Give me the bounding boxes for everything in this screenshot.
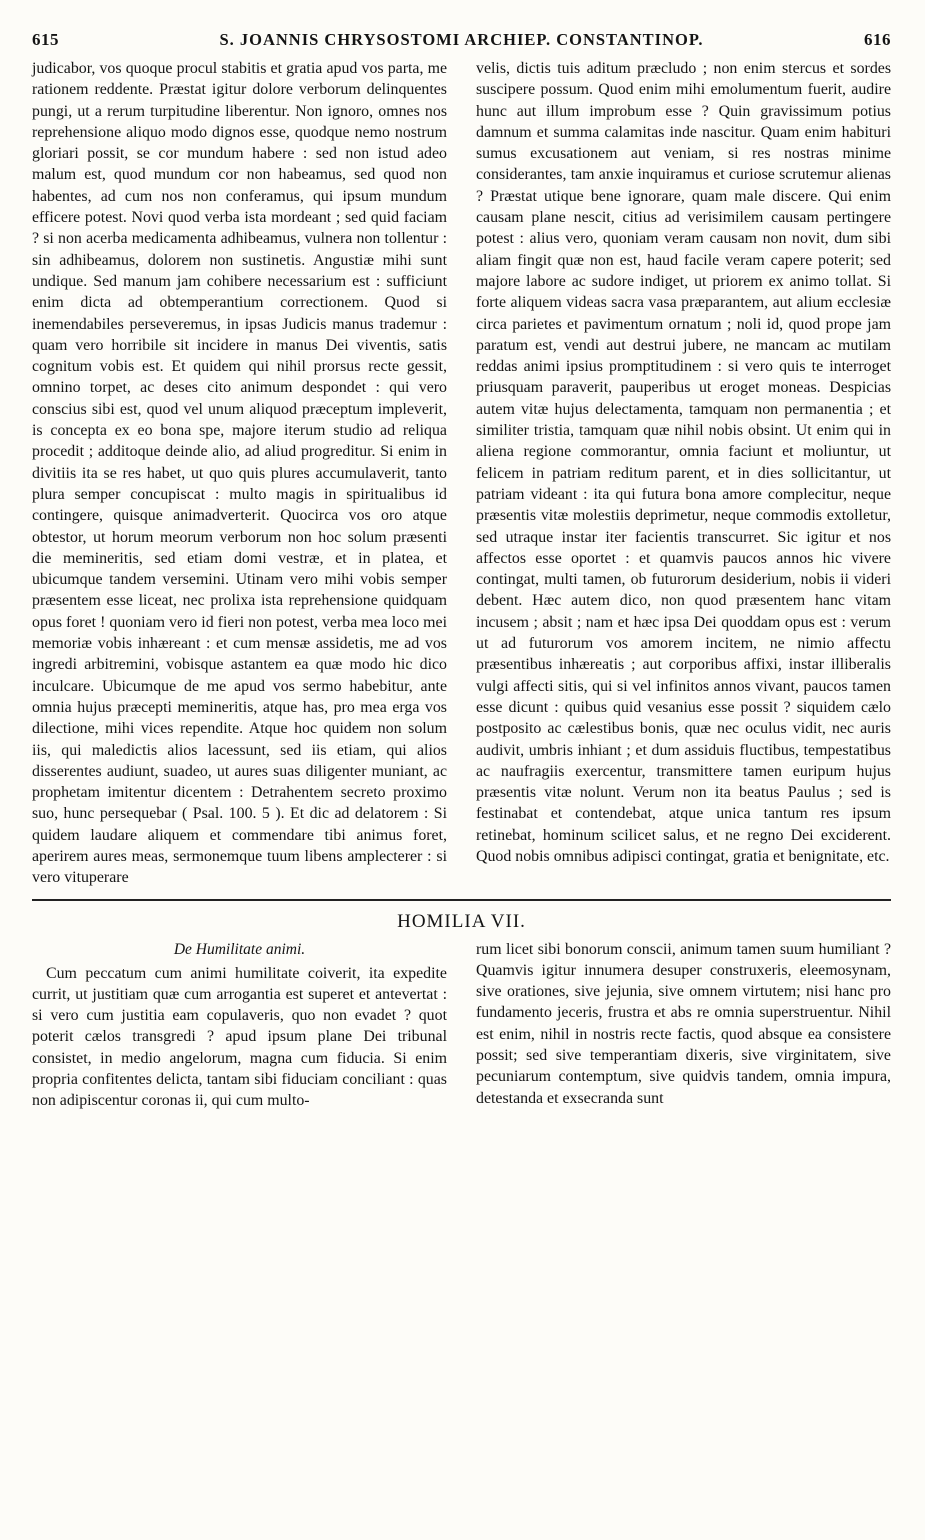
- top-right-column: [476, 58, 891, 889]
- homily-title: HOMILIA VII.: [397, 910, 526, 932]
- running-title: S. JOANNIS CHRYSOSTOMI ARCHIEP. CONSTANTINOP.: [219, 30, 704, 49]
- top-left-column: [32, 58, 447, 889]
- top-right-text: velis, dictis tuis aditum præcludo ; non enim stercus et sordes suscipere possum. Quod enim mihi emolumentum fuerit, audire hunc aut illum improbum esse ? Quin gravissimum potius damnum et summa calamitas inde nascitur. Quam enim habituri sumus excusationem aut veniam, si res nostras minime considerantes, tam anxie inquiramus et curiose scrutemur alienas ? Præstat utique bene ignorare, quam male discere. Qui enim causam plane nescit, citius ad verisimilem causam pertingere potest : alius vero, quoniam veram causam non novit, dum sibi aliam fingit quæ non est, haud facile veram capere poterit; sed majore labore ac sudore indiget, ut priorem ex animo tollat. Si forte aliquem videas sacra vasa præparantem, aut alium ecclesiæ circa parietes et pavimentum ornatum ; noli id, quod prope jam paratum est, vendi aut destrui jubere, ne mancam ac mutilam reddas animi ipsius promptitudinem : si vero quis te interroget priusquam paraverit, pauperibus ut eroget moneas. Despicias autem vitæ hujus delectamenta, tamquam non permanentia ; et similiter tristia, tamquam quæ nihil nobis obsint. Ut enim qui in aliena regione commorantur, omnia faciunt et moliuntur, ut felicem in patriam reditum parent, et in dies sollicitantur, ut patriam videant : ita qui futura bona amore complecitur, neque præsentis vitæ molestiis deprimetur, neque commodis extolletur, sed utraque instar iter facientis transcurret. Sic igitur et nos affectos esse oportet : et quamvis paucos annos hic vivere contingat, multi tamen, ob futurorum desiderium, nobis ii videri debent. Hæc autem dico, non quod præsentem hanc vitam incusem ; absit ; nam et hæc ipsa Dei quoddam opus est : verum ut ad futurorum vos amorem incitem, ne nimio affectu præsentibus inhæreatis ; aut corporibus affixi, instar illiberalis vulgi affecti sitis, qui si vel infinitos annos vivant, paucos tamen esse dicunt : quibus quid vesanius esse possit ? siquidem cælo postposito ac cælestibus bonis, quæ nec oculus vidit, nec auris audivit, umbris inhiant ; et dum assiduis fluctibus, tempestatibus ac naufragiis exercentur, transmittere tamen euripum hujus præsentis vitæ nolunt. Verum non ita beatus Paulus ; sed is festinabat et contendebat, atque unica tantum res ipsum retinebat, hominum scilicet salus, et ne regno Dei exciderent. Quod nobis omnibus adipisci contingat, gratia et benignitate, etc.: [476, 60, 891, 865]
- homily-right-column: [476, 939, 891, 1112]
- section-divider: [32, 899, 891, 901]
- homily-right-text: rum licet sibi bonorum conscii, animum tamen suum humiliant ? Quamvis igitur innumera desuper construxeris, eleemosynam, sive orationes, sive jejunia, sive omnem virtutem; nisi hanc pro fundamento jeceris, frustra et abs re omnia superstruentur. Nihil est enim, nihil in nostris recte factis, quod absque ea consistere possit; sed sive temperantiam dixeris, sive virginitatem, sive pecuniarum contemptum, sive quidvis tandem, omnia impura, detestanda et exsecranda sunt: [476, 940, 891, 1107]
- left-page-number: 615: [32, 30, 59, 49]
- top-columns: [32, 58, 891, 889]
- right-page-number: 616: [863, 30, 891, 49]
- homily-left-text: Cum peccatum cum animi humilitate coiverit, ita expedite currit, ut justitiam quæ cum arrogantia est superet et antevertat : si vero cum justitia eam copulaveris, quo non evadet ? quot poterit cælos transgredi ? apud ipsum plane Dei tribunal consistet, in medio angelorum, magna cum fiducia. Si enim propria confitentes delicta, tantam sibi fiduciam conciliant : quas non adipiscentur coronas ii, qui cum multo-: [32, 964, 447, 1110]
- homily-subtitle: De Humilitate animi.: [173, 940, 306, 958]
- homily-columns: [32, 939, 891, 1112]
- running-header: [32, 30, 891, 58]
- top-left-text: judicabor, vos quoque procul stabitis et gratia apud vos parta, me rationem reddente. Præstat igitur dolore verborum delinquentes pungi, ut a rerum turpitudine liberentur. Non ignoro, omnes nos reprehensione aliquo modo dignos esse, quodque nemo nostrum gloriari possit, se cor mundum habere : sed non istud adeo malum est, quod mundum cor non habeamus, sed quod non habentes, ad cum nos non conferamus, qui ipsum mundum efficere potest. Novi quod verba ista mordeant ; sed quid faciam ? si non acerba medicamenta adhibeamus, vulnera non tollentur : sin adhibeamus, dolorem non sustinetis. Angustiæ mihi sunt undique. Sed manum jam cohibere necessarium est : sufficiunt enim dicta ad obtemperantium correctionem. Quod si inemendabiles perseveremus, in ipsas Judicis manus trademur : quam vero horribile sit incidere in manus Dei viventis, satis cognitum vobis est. Et quidem qui nihil prorsus recte gessit, omnino torpet, ac deses cito animum despondet : qui vero conscius sibi est, quod vel unum aliquod præceptum impleverit, is concepta ex eo bona spe, majore iterum studio ad reliqua procedit ; additoque deinde alio, ad aliud progreditur. Si enim in divitiis ita se res habet, ut quo quis plures accumulaverit, tanto plura semper concupiscat : multo magis in spiritualibus id contingere, quisque animadverterit. Quocirca vos oro atque obtestor, ut horum meorum verborum non hoc solum præsenti die memineritis, sed etiam domi vestræ, et in platea, et ubicumque tandem versemini. Utinam vero mihi vobis semper præsentem esse liceat, nec prolixa ista reprehensione quidquam opus foret ! quoniam vero id fieri non potest, verba mea loco mei memoriæ vobis inhæreant : et cum mensæ assidetis, me ad vos ingredi arbitremini, vobisque astantem ea quæ modo hic dico inculcare. Ubicumque de me apud vos sermo habebitur, ante omnia hujus præcepti memineritis, atque has, pro mea erga vos dilectione, mihi vices rependite. Atque hoc quidem non solum iis, qui maledictis alios lacessunt, sed iis etiam, qui alios disserentes audiunt, suadeo, ut aures suas diligenter muniant, ac prophetam imitentur dicentem : Detrahentem secreto proximo suo, hunc persequebar ( Psal. 100. 5 ). Et dic ad delatorem : Si quidem laudare aliquem et commendare tibi animus foret, aperirem aures meas, sermonemque tuum libens amplecterer : si vero vituperare: [32, 60, 447, 887]
- homily-left-column: [32, 939, 447, 1112]
